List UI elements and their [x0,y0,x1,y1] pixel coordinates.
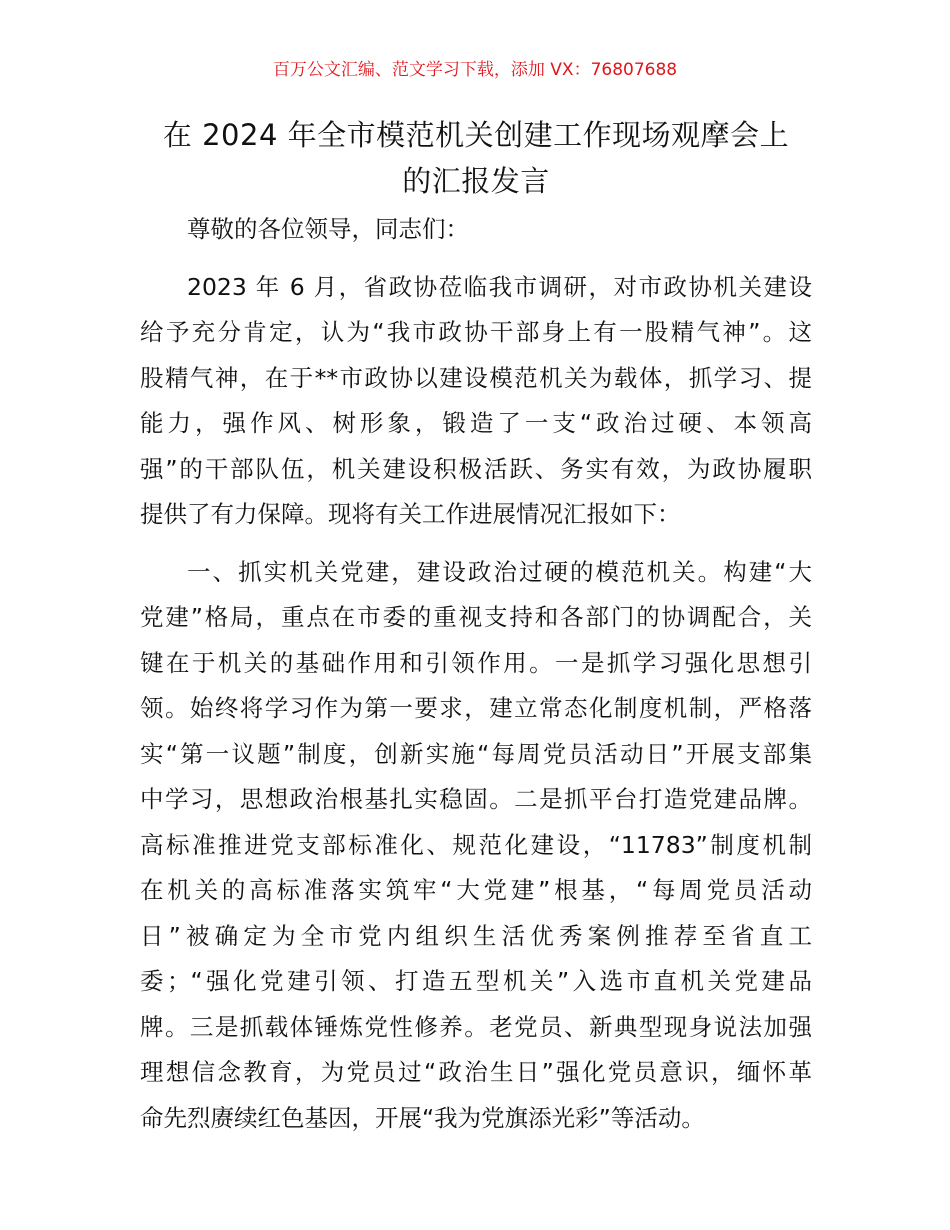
text-line: 中学习，思想政治根基扎实稳固。二是抓平台打造党建品牌。 [140,785,812,813]
text-line: 实“第一议题”制度，创新实施“每周党员活动日”开展支部集 [140,739,812,768]
salutation: 尊敬的各位领导，同志们： [187,215,469,243]
text-line: 键在于机关的基础作用和引领作用。一是抓学习强化思想引 [140,648,812,677]
document-body [140,112,812,1141]
text-line: 牌。三是抓载体锤炼党性修养。老党员、新典型现身说法加强 [140,1012,812,1041]
text-line: 委；“强化党建引领、打造五型机关”入选市直机关党建品 [140,967,812,995]
text-line: 命先烈赓续红色基因，开展“我为党旗添光彩”等活动。 [140,1103,705,1132]
text-line: 能力，强作风、树形象，锻造了一支“政治过硬、本领高 [140,409,812,437]
text-line: 理想信念教育，为党员过“政治生日”强化党员意识，缅怀革 [140,1058,812,1086]
title-line: 的汇报发言 [402,164,550,198]
title-line: 在 2024 年全市模范机关创建工作现场观摩会上 [162,118,790,152]
paragraph-section-one [140,550,812,1142]
text-line: 股精气神，在于**市政协以建设模范机关为载体，抓学习、提 [140,363,812,392]
text-line: 党建”格局，重点在市委的重视支持和各部门的协调配合，关 [140,603,812,631]
text-line: 提供了有力保障。现将有关工作进展情况汇报如下： [140,500,681,528]
document-title [140,112,812,204]
paragraph-intro [140,265,812,538]
text-line: 2023 年 6 月，省政协莅临我市调研，对市政协机关建设 [187,272,812,301]
text-line: 在机关的高标准落实筑牢“大党建”根基，“每周党员活动 [140,876,812,904]
text-line: 给予充分肯定，认为“我市政协干部身上有一股精气神”。这 [140,318,812,346]
text-line: 高标准推进党支部标准化、规范化建设，“11783”制度机制 [140,830,812,859]
text-line: 日”被确定为全市党内组织生活优秀案例推荐至省直工 [140,921,812,950]
text-line: 强”的干部队伍，机关建设积极活跃、务实有效，为政协履职 [140,454,812,483]
text-line: 一、抓实机关党建，建设政治过硬的模范机关。构建“大 [187,557,812,586]
watermark-banner: 百万公文汇编、范文学习下载，添加 VX：76807688 [272,60,678,80]
text-line: 领。始终将学习作为第一要求，建立常态化制度机制，严格落 [140,694,812,722]
